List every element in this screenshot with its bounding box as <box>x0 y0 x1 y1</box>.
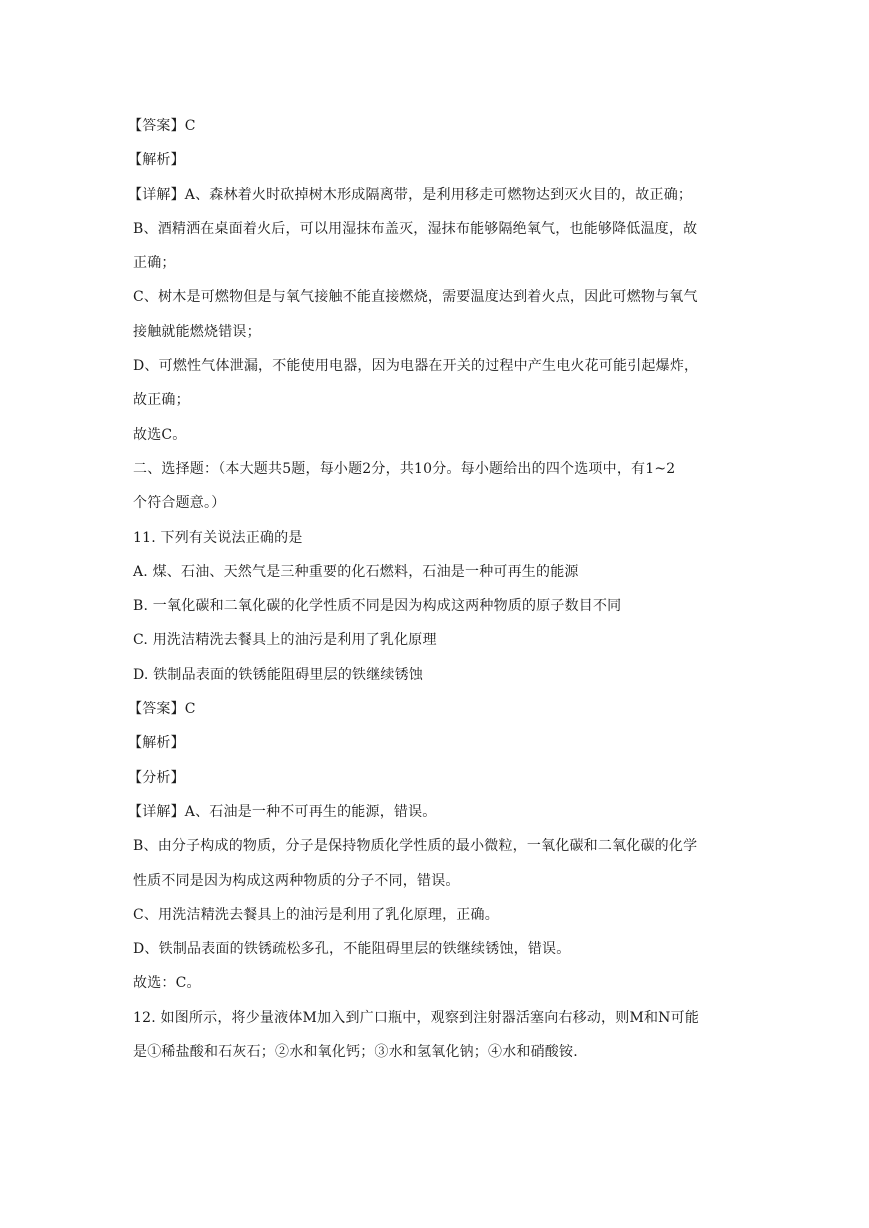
detail-line: 【详解】A、森林着火时砍掉树木形成隔离带，是利用移走可燃物达到灭火目的，故正确； <box>128 186 693 203</box>
option-b: B. 一氧化碳和二氧化碳的化学性质不同是因为构成这两种物质的原子数目不同 <box>133 598 622 615</box>
explanation-line: 接触就能燃烧错误； <box>133 323 261 340</box>
explanation-line: B、由分子构成的物质，分子是保持物质化学性质的最小微粒，一氧化碳和二氧化碳的化学 <box>133 838 698 855</box>
explanation-line: D、可燃性气体泄漏，不能使用电器，因为电器在开关的过程中产生电火花可能引起爆炸， <box>133 358 699 375</box>
explanation-line: C、用洗洁精洗去餐具上的油污是利用了乳化原理，正确。 <box>133 906 499 923</box>
question-12: 12. 如图所示，将少量液体M加入到广口瓶中，观察到注射器活塞向右移动，则M和N可能 <box>133 1009 700 1026</box>
explanation-line: B、酒精洒在桌面着火后，可以用湿抹布盖灭，湿抹布能够隔绝氧气，也能够降低温度，故 <box>133 220 698 237</box>
question-11: 11. 下列有关说法正确的是 <box>133 529 303 546</box>
breakdown-label: 【分析】 <box>128 769 185 786</box>
option-c: C. 用洗洁精洗去餐具上的油污是利用了乳化原理 <box>133 632 437 649</box>
section-heading-cont: 个符合题意。） <box>133 495 226 512</box>
explanation-line: D、铁制品表面的铁锈疏松多孔，不能阻碍里层的铁继续锈蚀，错误。 <box>133 941 571 958</box>
answer-label: 【答案】C <box>128 701 196 718</box>
analysis-label: 【解析】 <box>128 735 185 752</box>
choice-conclusion: 故选：C。 <box>133 975 201 992</box>
explanation-line: 正确； <box>133 255 176 272</box>
analysis-label: 【解析】 <box>128 152 185 169</box>
option-d: D. 铁制品表面的铁锈能阻碍里层的铁继续锈蚀 <box>133 666 424 683</box>
explanation-line: C、树木是可燃物但是与氧气接触不能直接燃烧，需要温度达到着火点，因此可燃物与氧气 <box>133 289 698 306</box>
explanation-line: 故正确； <box>133 392 190 409</box>
section-heading: 二、选择题：（本大题共5题，每小题2分，共10分。每小题给出的四个选项中，有1~2 <box>133 460 676 477</box>
choice-conclusion: 故选C。 <box>133 426 187 443</box>
detail-line: 【详解】A、石油是一种不可再生的能源，错误。 <box>128 803 437 820</box>
option-a: A. 煤、石油、天然气是三种重要的化石燃料，石油是一种可再生的能源 <box>133 563 579 580</box>
question-12-cont: 是①稀盐酸和石灰石；②水和氧化钙；③水和氢氧化钠；④水和硝酸铵. <box>133 1044 578 1061</box>
document-body <box>128 109 743 1069</box>
answer-label: 【答案】C <box>128 118 196 134</box>
explanation-line: 性质不同是因为构成这两种物质的分子不同，错误。 <box>133 872 460 889</box>
